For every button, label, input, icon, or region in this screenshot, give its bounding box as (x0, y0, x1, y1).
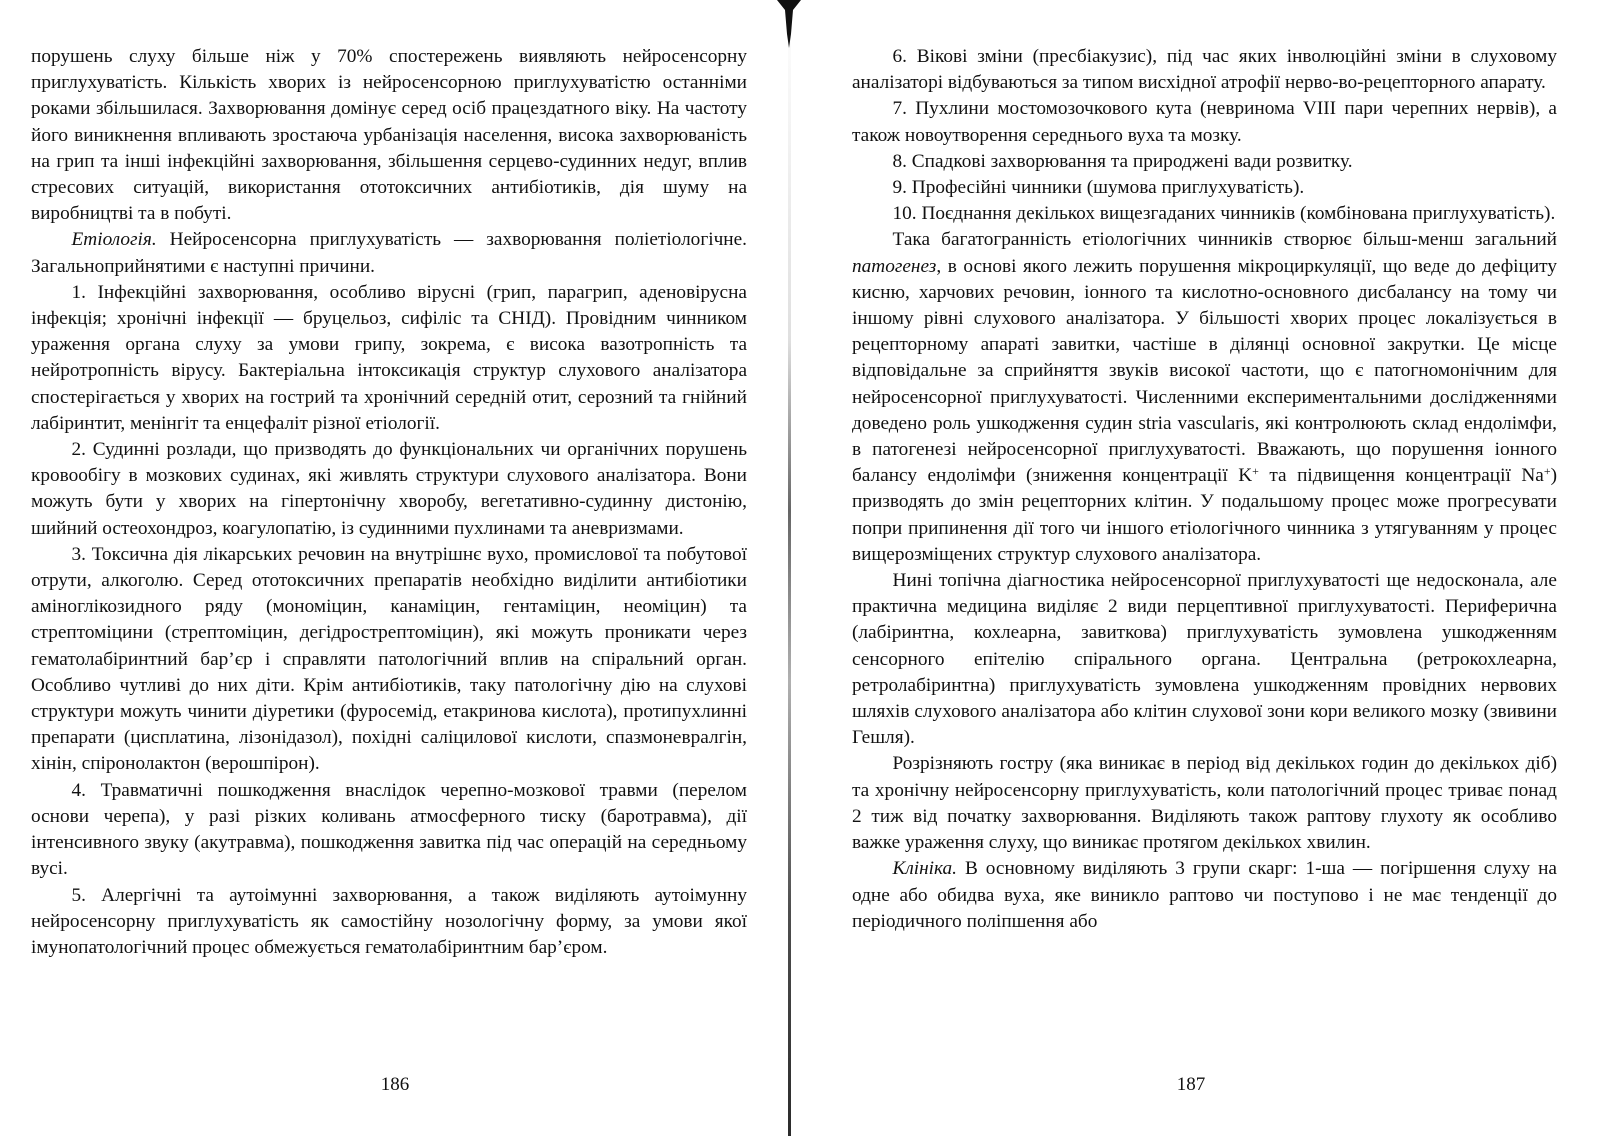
right-page-number: 187 (1176, 1074, 1206, 1095)
pathogenesis-text-main: , в основі якого лежить порушення мікроциркуляції, що веде до дефіциту кисню, харчових речовин, іонного та кислотно-основного дисбалансу на тому чи іншому рівні слухового аналізатора. У більшості хворих процес локалізується в рецепторному апараті завитки, частіше в ділянці основної закрутки. Це місце відповідальне за сприйняття звуків високої частоти, що є патогномонічним для нейросенсорної приглухуватості. Численними експериментальними дослідженнями доведено роль ушкодження судин stria vascularis, які контролюють склад ендолімфи, в патогенезі нейросенсорної приглухуватості. Вважають, що порушення іонного балансу ендолімфи (зниження концентрації K (852, 255, 1557, 487)
etiology-text: Нейросенсорна приглухуватість — захворювання поліетіологічне. Загальноприйнятими є наступні причини. (31, 229, 747, 277)
pathogenesis-term: патогенез (852, 255, 937, 277)
right-paragraph-forms: Розрізняють гостру (яка виникає в період від декількох годин до декількох діб) та хронічну нейросенсорну приглухуватість, коли патологічний процес триває понад 2 тиж від початку захворювання. Виділяють також раптову глухоту як особливо важке ураження слуху, що виникає протягом декількох хвилин. (852, 753, 1557, 854)
right-paragraph-cause-6: 6. Вікові зміни (пресбіакузис), під час яких інволюційні зміни в слуховому аналізаторі відбуваються за типом висхідної атрофії нерво-во-рецепторного апарату. (852, 46, 1557, 94)
right-paragraph-diagnostics: Нині топічна діагностика нейросенсорної приглухуватості ще недосконала, але практична медицина виділяє 2 види перцептивної приглухуватості. Периферична (лабіринтна, кохлеарна, завиткова) приглухуватість зумовлена ушкодженням сенсорного епітелію спірального органа. Центральна (ретрокохлеарна, ретролабіринтна) приглухуватість зумовлена ушкодженням провідних нервових шляхів слухового аналізатора або клітин слухової зони кори великого мозку (звивини Гешля). (852, 570, 1557, 749)
right-paragraph-pathogenesis (852, 227, 1557, 568)
pathogenesis-text-end: ) призводять до змін рецепторних клітин. У подальшому процес може прогресувати попри припинення дії того чи іншого етіологічного чинника з утягуванням у процес вищерозміщених структур слухового аналізатора. (852, 465, 1557, 565)
left-paragraph-cause-4: 4. Травматичні пошкодження внаслідок черепно-мозкової травми (перелом основи черепа), у разі різких коливань атмосферного тиску (баротравма), дії інтенсивного звуку (акутравма), пошкодження завитка під час операцій на середньому вусі. (31, 779, 747, 880)
pathogenesis-text-mid: та підвищення концентрації Na (1258, 465, 1544, 487)
clinic-text: В основному виділяють 3 групи скарг: 1-ша — погіршення слуху на одне або обидва вуха, яке виникло раптово чи поступово і не має тенденції до періодичного поліпшення або (852, 858, 1557, 932)
left-page (31, 44, 747, 961)
sodium-superscript: + (1543, 464, 1551, 479)
left-paragraph-cause-2: 2. Судинні розлади, що призводять до функціональних чи органічних порушень кровообігу в мозкових судинах, які живлять структури слухового аналізатора. Вони можуть бути у хворих на гіпертонічну хворобу, вегетативно-судинну дистонію, шийний остеохондроз, коагулопатію, із судинними пухлинами та аневризмами. (31, 439, 747, 539)
right-page (852, 44, 1557, 935)
right-paragraph-cause-9: 9. Професійні чинники (шумова приглухуватість). (892, 177, 1305, 199)
book-spine (777, 0, 801, 1136)
right-paragraph-cause-7: 7. Пухлини мостомозочкового кута (невринома VIII пари черепних нервів), а також новоутворення середнього вуха та мозку. (852, 98, 1557, 146)
left-paragraph-cause-3: 3. Токсична дія лікарських речовин на внутрішнє вухо, промислової та побутової отрути, алкоголю. Серед ототоксичних препаратів необхідно виділити антибіотики аміноглікозидного ряду (мономіцин, канаміцин, гентаміцин, неоміцин) та стрептоміцини (стрептоміцин, дегідрострептоміцин), які можуть проникати через гематолабіринтний бар’єр і справляти патологічний вплив на спіральний орган. Особливо чутливі до них діти. Крім антибіотиків, таку патологічну дію на слухові структури можуть чинити діуретики (фуросемід, етакринова кислота), протипухлинні препарати (цисплатина, лізонідазол), похідні саліцилової кислоти, спазмоневралгін, хінін, спіронолактон (верошпірон). (31, 543, 747, 775)
potassium-superscript: + (1252, 464, 1259, 479)
etiology-heading: Етіологія. (71, 229, 157, 251)
pathogenesis-text-start: Така багатогранність етіологічних чинників створює більш-менш загальний (892, 229, 1557, 251)
left-paragraph-cause-1: 1. Інфекційні захворювання, особливо вірусні (грип, парагрип, аденовірусна інфекція; хронічні інфекції — бруцельоз, сифіліс та СНІД). Провідним чинником ураження органа слуху за умови грипу, зокрема, є висока вазотропність та нейротропність вірусу. Бактеріальна інтоксикація структур слухового аналізатора спостерігається у хворих на гострий та хронічний середній отит, серозний та гнійний лабіринтит, менінгіт та енцефаліт різної етіології. (31, 281, 747, 434)
left-paragraph-cause-5: 5. Алергічні та аутоімунні захворювання, а також виділяють аутоімунну нейросенсорну приглухуватість як самостійну нозологічну форму, за умови якої імунопатологічний процес обмежується гематолабіринтним бар’єром. (31, 884, 747, 958)
clinic-heading: Клініка. (892, 858, 958, 880)
left-paragraph-1: порушень слуху більше ніж у 70% спостережень виявляють нейросенсорну приглухуватість. Кількість хворих із нейросенсорною приглухуватістю останніми роками збільшилася. Захворювання домінує серед осіб працездатного віку. На частоту його виникнення впливають зростаюча урбанізація населення, висока захворюваність на грип та інші інфекційні захворювання, збільшення серцево-судинних недуг, вплив стресових ситуацій, використання ототоксичних антибіотиків, дія шуму на виробництві та в побуті. (31, 46, 747, 225)
spine-gutter-line (788, 0, 791, 1136)
left-page-number: 186 (380, 1074, 410, 1095)
right-paragraph-cause-8: 8. Спадкові захворювання та природжені вади розвитку. (892, 150, 1353, 172)
right-paragraph-clinic (852, 856, 1557, 935)
left-paragraph-etiology (31, 227, 747, 279)
right-paragraph-cause-10: 10. Поєднання декількох вищезгаданих чинників (комбінована приглухуватість). (892, 203, 1556, 225)
